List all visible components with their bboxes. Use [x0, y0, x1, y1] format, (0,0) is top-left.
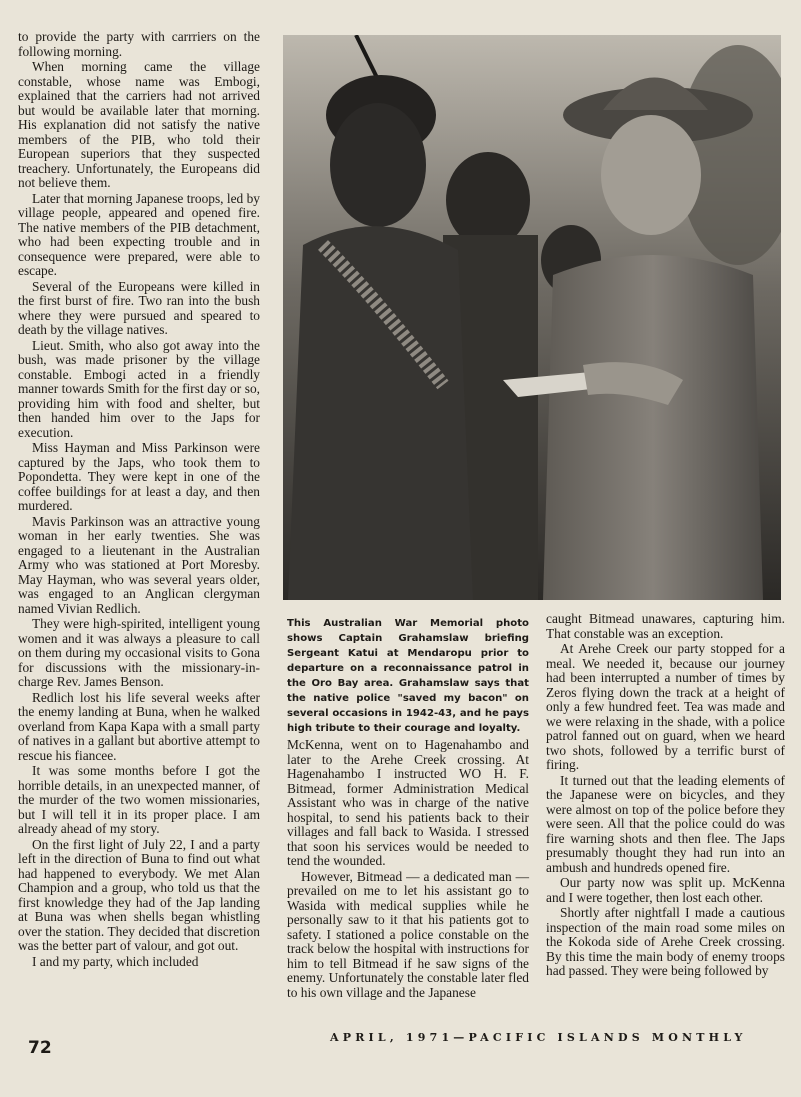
running-footer: APRIL, 1971—PACIFIC ISLANDS MONTHLY [330, 1031, 747, 1044]
paragraph: On the first light of July 22, I and a party left in the direction of Buna to find out what had happened to everybody. We met Alan Champion and a group, who told us that the first knowledge they had of the Jap landing at Buna was when shells began whistling over the station. They decided that discretion was the better part of valour, and got out. [18, 836, 260, 953]
article-column-3 [546, 612, 785, 980]
paragraph: At Arehe Creek our party stopped for a meal. We needed it, because our journey had been interrupted a number of times by Zeros flying down the track at a height of only a few hundred feet. Tea was made and we were relaxing in the shade, with a police patrol fanned out on guard, when we heard two shots, followed by a terrific burst of firing. [546, 641, 785, 772]
article-column-1 [18, 30, 260, 970]
paragraph: Miss Hayman and Miss Parkinson were captured by the Japs, who took them to Popondetta. They were kept in one of the coffee buildings for at least a day, and then murdered. [18, 440, 260, 513]
paragraph: When morning came the village constable, whose name was Embogi, explained that the carriers had not arrived but would be available later that morning. His explanation did not satisfy the native members of the PIB, who told their European superiors that they suspected treachery. Unfortunately, the Europeans did not believe them. [18, 59, 260, 190]
paragraph: McKenna, went on to Hagenahambo and later to the Arehe Creek crossing. At Hagenahambo I instructed WO H. F. Bitmead, former Administration Medical Assistant who was in charge of the native hospital, to send his patients back to their villages and fall back to Wasida. I stressed that soon his services would be needed to tend the wounded. [287, 737, 529, 868]
war-memorial-photo [283, 35, 781, 600]
article-column-2 [287, 738, 529, 1001]
paragraph: Lieut. Smith, who also got away into the bush, was made prisoner by the village constable. Embogi acted in a friendly manner towards Smith for the first day or so, providing him with food and shelter, but then handed him over to the Japs for execution. [18, 337, 260, 440]
photo-caption: This Australian War Memorial photo shows Captain Grahamslaw briefing Sergeant Katui at Mendaropu prior to departure on a reconnaissance patrol in the Oro Bay area. Grahamslaw says that the native police "saved my bacon" on several occasions in 1942-43, and he pays high tribute to their courage and loyalty. [287, 618, 529, 734]
paragraph: However, Bitmead — a dedicated man — prevailed on me to let his assistant go to Wasida with medical supplies while he personally saw to it that his patients got to safety. I stationed a police constable on the track below the hospital with instructions for him to tell Bitmead if he saw signs of the enemy. Unfortunately the constable later fled to his own village and the Japanese [287, 868, 529, 1000]
paragraph: Mavis Parkinson was an attractive young woman in her early twenties. She was engaged to a lieutenant in the Australian Army who was stationed at Port Moresby. May Hayman, who was several years older, was engaged to an Anglican clergyman named Vivian Redlich. [18, 513, 260, 616]
paragraph: They were high-spirited, intelligent young women and it was always a pleasure to call on them during my occasional visits to Gona for discussions with the missionary-in-charge Rev. James Benson. [18, 616, 260, 689]
page-number: 72 [28, 1038, 52, 1058]
paragraph: Later that morning Japanese troops, led by village people, appeared and opened fire. The native members of the PIB detachment, who had been expecting trouble and in consequence were prepared, were able to escape. [18, 190, 260, 278]
paragraph: I and my party, which included [32, 953, 199, 969]
paragraph: Our party now was split up. McKenna and I were together, then lost each other. [546, 875, 785, 905]
paragraph: Shortly after nightfall I made a cautious inspection of the main road some miles on the Kokoda side of Arehe Creek crossing. By this time the main body of enemy troops had passed. They were being followed by [546, 905, 785, 978]
paragraph: It turned out that the leading elements of the Japanese were on bicycles, and they were almost on top of the police before they were seen. All that the police could do was fire warning shots and then flee. The Japs presumably thought they had run into an ambush and hundreds opened fire. [546, 772, 785, 875]
paragraph: Several of the Europeans were killed in the first burst of fire. Two ran into the bush where they were pursued and speared to death by the village natives. [18, 278, 260, 337]
paragraph: caught Bitmead unawares, capturing him. That constable was an exception. [546, 611, 785, 641]
paragraph: to provide the party with carrriers on the following morning. [18, 29, 260, 59]
paragraph: Redlich lost his life several weeks after the enemy landing at Buna, when he walked overland from Kapa Kapa with a small party of natives in a gallant but abortive attempt to rescue his fiancee. [18, 689, 260, 763]
paragraph: It was some months before I got the horrible details, in an unexpected manner, of the murder of the two women missionaries, but I will tell it in its proper place. I am already ahead of my story. [18, 763, 260, 836]
